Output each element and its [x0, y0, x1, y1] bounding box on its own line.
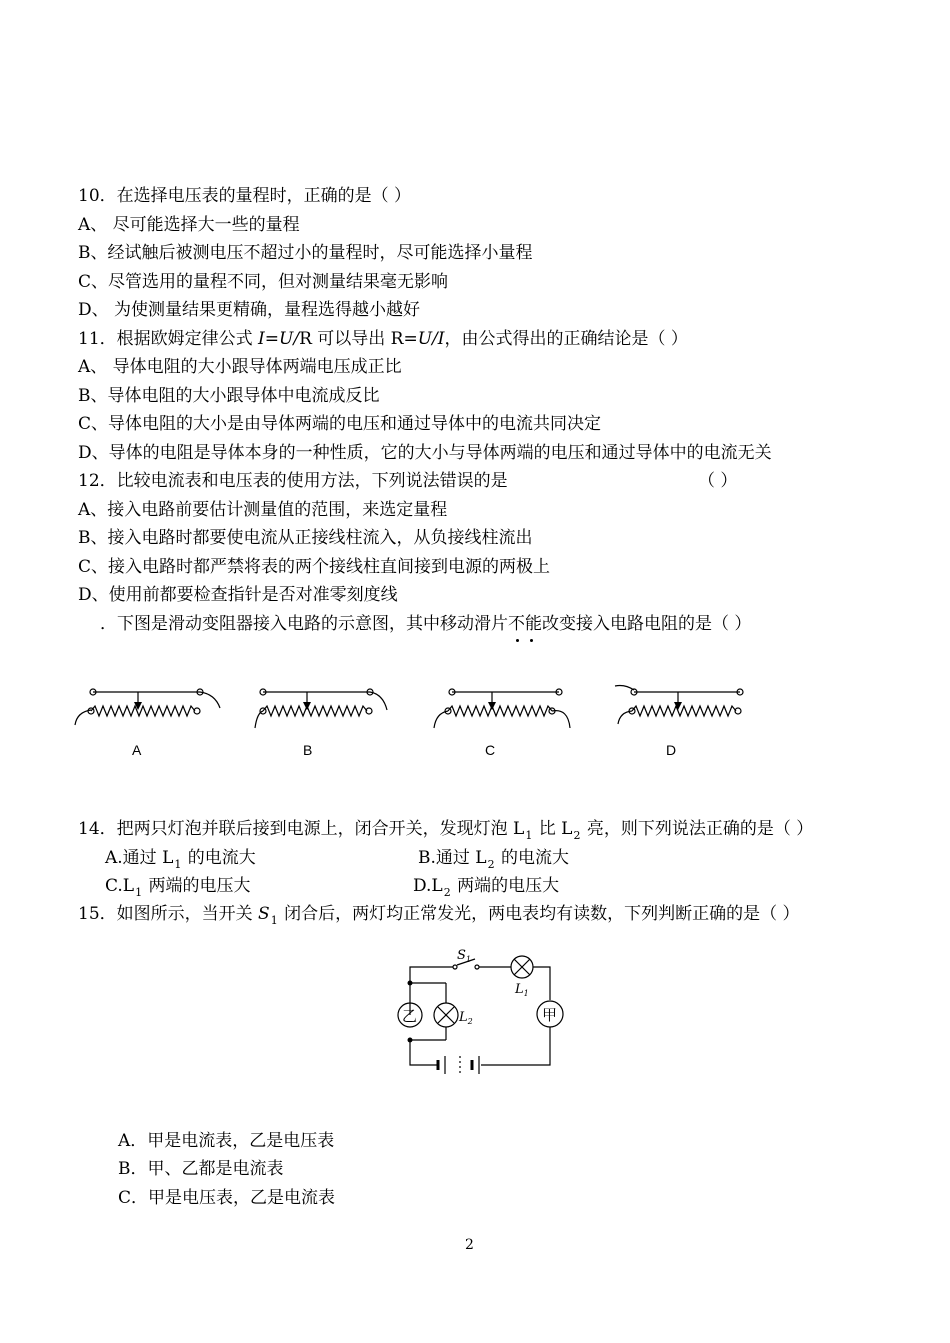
- q11-option-d: D、导体的电阻是导体本身的一种性质，它的大小与导体两端的电压和通过导体中的电流无关: [78, 443, 772, 463]
- q14-option-d-pre: D.L: [413, 876, 443, 896]
- q13-stem-pre: ．下图是滑动变阻器接入电路的示意图，其中移动滑片: [100, 614, 508, 634]
- figure-label-a: A: [132, 742, 142, 758]
- q15-switch-symbol: S: [258, 904, 270, 924]
- subscript: 1: [523, 989, 529, 998]
- subscript: 2: [573, 829, 581, 842]
- q11-formula-1: I=U/: [258, 329, 300, 349]
- meter-yi-label: 乙: [402, 1007, 418, 1025]
- q15-stem-post: 闭合后，两灯均正常发光，两电表均有读数，下列判断正确的是（ ）: [278, 904, 800, 924]
- q12-option-d: D、使用前都要检查指针是否对准零刻度线: [78, 585, 398, 605]
- q13-emphasis-text: 不能: [508, 614, 542, 634]
- subscript: 2: [443, 886, 451, 899]
- subscript: 2: [487, 858, 495, 871]
- figure-label-d: D: [666, 742, 677, 758]
- q11-formula-2: U/I: [417, 329, 445, 349]
- rheostat-figure-a: [75, 680, 230, 765]
- q11-stem-pre: 11．根据欧姆定律公式: [78, 329, 259, 349]
- subscript: 2: [467, 1017, 473, 1026]
- lamp-l2-label: [458, 1010, 473, 1026]
- q11-option-c: C、导体电阻的大小是由导体两端的电压和通过导体中的电流共同决定: [78, 414, 602, 434]
- switch-s1-label: [457, 948, 471, 964]
- q14-option-b: [418, 847, 569, 871]
- q12-answer-bracket: （ ）: [698, 471, 738, 491]
- subscript: 1: [135, 886, 143, 899]
- q12-stem: 12．比较电流表和电压表的使用方法，下列说法错误的是: [78, 471, 508, 491]
- q15-option-c: C．甲是电压表，乙是电流表: [118, 1188, 336, 1208]
- q10-option-b: B、经试触后被测电压不超过小的量程时，尽可能选择小量程: [78, 243, 533, 263]
- q14-option-b-pre: B.通过 L: [418, 848, 487, 868]
- figure-label-b: B: [303, 742, 313, 758]
- rheostat-figure-d: [610, 678, 760, 765]
- q14-stem-b: 比 L: [533, 819, 573, 839]
- switch-s-letter: S: [457, 948, 466, 963]
- q12-option-a: A、接入电路前要估计测量值的范围，来选定量程: [78, 500, 448, 520]
- q14-stem-c: 亮，则下列说法正确的是（ ）: [581, 819, 814, 839]
- q12-option-c: C、接入电路时都严禁将表的两个接线柱直间接到电源的两极上: [78, 557, 551, 577]
- q10-stem: 10．在选择电压表的量程时，正确的是（ ）: [78, 186, 412, 206]
- emphasis-dot: [516, 639, 519, 642]
- rheostat-figure-b: [255, 680, 410, 765]
- q11-option-a: A、 导体电阻的大小跟导体两端电压成正比: [78, 357, 402, 377]
- q13-emphasis: [508, 614, 542, 634]
- q13-stem: [100, 613, 751, 635]
- q14-stem: [78, 818, 813, 842]
- q14-stem-a: 14．把两只灯泡并联后接到电源上，闭合开关，发现灯泡 L: [78, 819, 525, 839]
- q15-stem-pre: 15．如图所示，当开关: [78, 904, 259, 924]
- lamp-l2-letter: L: [459, 1010, 468, 1025]
- q10-option-a: A、 尽可能选择大一些的量程: [78, 215, 300, 235]
- q14-option-d-post: 两端的电压大: [451, 876, 560, 896]
- q15-option-a: A．甲是电流表，乙是电压表: [118, 1131, 335, 1151]
- circuit-diagram: [395, 945, 575, 1080]
- figure-label-c: C: [485, 742, 496, 758]
- q11-stem-mid: R 可以导出 R=: [299, 329, 418, 349]
- q11-stem-post: ，由公式得出的正确结论是（ ）: [444, 329, 688, 349]
- lamp-l1-label: [514, 982, 529, 998]
- q15-option-b: B．甲、乙都是电流表: [118, 1159, 284, 1179]
- q14-option-a: [105, 847, 256, 871]
- q12-option-b: B、接入电路时都要使电流从正接线柱流入，从负接线柱流出: [78, 528, 533, 548]
- rheostat-figure-c: [432, 680, 587, 765]
- q11-option-b: B、导体电阻的大小跟导体中电流成反比: [78, 386, 380, 406]
- q14-option-a-pre: A.通过 L: [105, 848, 174, 868]
- page-number: 2: [465, 1237, 474, 1253]
- emphasis-dot: [530, 639, 533, 642]
- q11-stem: [78, 328, 688, 350]
- subscript: 1: [525, 829, 533, 842]
- subscript: 1: [270, 914, 278, 927]
- subscript: 1: [174, 858, 182, 871]
- q14-option-b-post: 的电流大: [495, 848, 569, 868]
- q14-option-c: [105, 875, 251, 899]
- q13-stem-post: 改变接入电路电阻的是（ ）: [542, 614, 752, 634]
- q14-option-d: [413, 875, 559, 899]
- meter-jia-label: 甲: [542, 1006, 558, 1024]
- q14-option-c-pre: C.L: [105, 876, 135, 896]
- lamp-l1-letter: L: [515, 982, 524, 997]
- subscript: 1: [465, 955, 471, 964]
- q14-option-a-post: 的电流大: [182, 848, 256, 868]
- q10-option-c: C、尽管选用的量程不同，但对测量结果毫无影响: [78, 272, 449, 292]
- q10-option-d: D、 为使测量结果更精确，量程选得越小越好: [78, 300, 421, 320]
- q14-option-c-post: 两端的电压大: [143, 876, 251, 896]
- q15-stem: [78, 903, 800, 927]
